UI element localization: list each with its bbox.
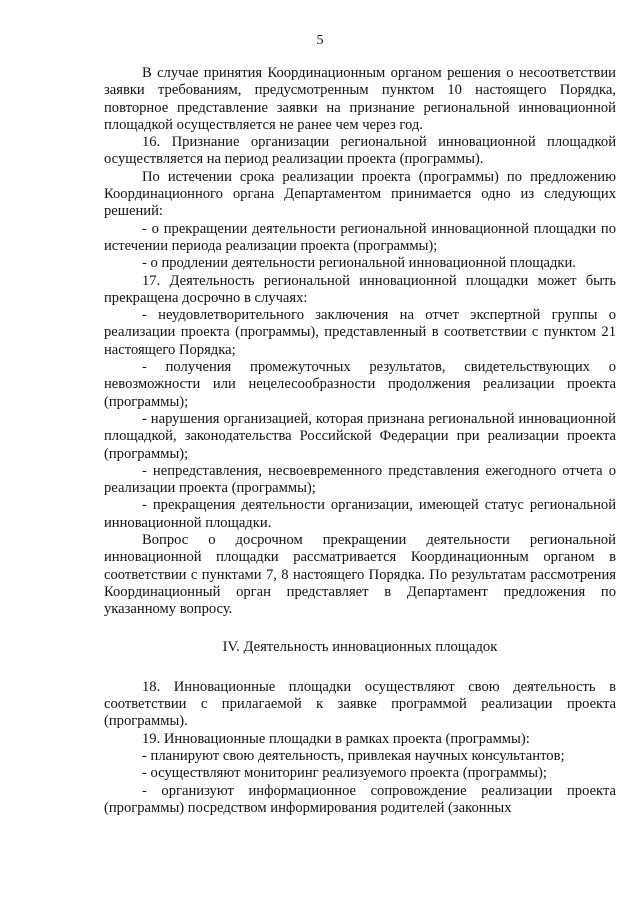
paragraph: В случае принятия Координационным органом решения о несоответствии заявки требованиям, предусмотренным пунктом 10 настоящего Порядка, повторное представление заявки на признание региональной инновационной площадкой осуществляется не ранее чем через год.	[104, 65, 616, 133]
document-body	[104, 65, 616, 817]
paragraph: По истечении срока реализации проекта (программы) по предложению Координационного органа Департаментом принимается одно из следующих решений:	[104, 168, 616, 220]
list-item: - о продлении деятельности региональной инновационной площадки.	[142, 255, 576, 272]
list-item: - планируют свою деятельность, привлекая научных консультантов;	[142, 747, 565, 764]
list-item: - непредставления, несвоевременного представления ежегодного отчета о реализации проекта (программы);	[104, 462, 616, 497]
list-item: - прекращения деятельности организации, имеющей статус региональной инновационной площадки.	[104, 497, 616, 531]
paragraph: 16. Признание организации региональной инновационной площадкой осуществляется на период реализации проекта (программы).	[104, 134, 616, 168]
paragraph: 18. Инновационные площадки осуществляют свою деятельность в соответствии с прилагаемой к заявке программой реализации проекта (программы).	[104, 678, 616, 730]
list-item: - осуществляют мониторинг реализуемого проекта (программы);	[142, 765, 547, 782]
list-item: - организуют информационное сопровождение реализации проекта (программы) посредством информирования родителей (законных	[104, 782, 616, 816]
list-item: - о прекращении деятельности региональной инновационной площадки по истечении периода реализации проекта (программы);	[104, 220, 616, 254]
list-item: - неудовлетворительного заключения на отчет экспертной группы о реализации проекта (программы), представленный в соответствии с пунктом 21 настоящего Порядка;	[104, 307, 616, 358]
section-heading: IV. Деятельность инновационных площадок	[222, 638, 498, 655]
page-number: 5	[316, 33, 324, 48]
list-item: - получения промежуточных результатов, свидетельствующих о невозможности или нецелесообразности продолжения реализации проекта (программы);	[104, 359, 616, 410]
paragraph: 19. Инновационные площадки в рамках проекта (программы):	[142, 730, 530, 747]
paragraph: 17. Деятельность региональной инновационной площадки может быть прекращена досрочно в случаях:	[104, 272, 616, 306]
list-item: - нарушения организацией, которая признана региональной инновационной площадкой, законодательства Российской Федерации при реализации проекта (программы);	[104, 410, 616, 462]
paragraph: Вопрос о досрочном прекращении деятельности региональной инновационной площадки рассматривается Координационным органом в соответствии с пунктами 7, 8 настоящего Порядка. По результатам рассмотрения Координационный орган представляет в Департамент предложения по указанному вопросу.	[104, 532, 616, 618]
